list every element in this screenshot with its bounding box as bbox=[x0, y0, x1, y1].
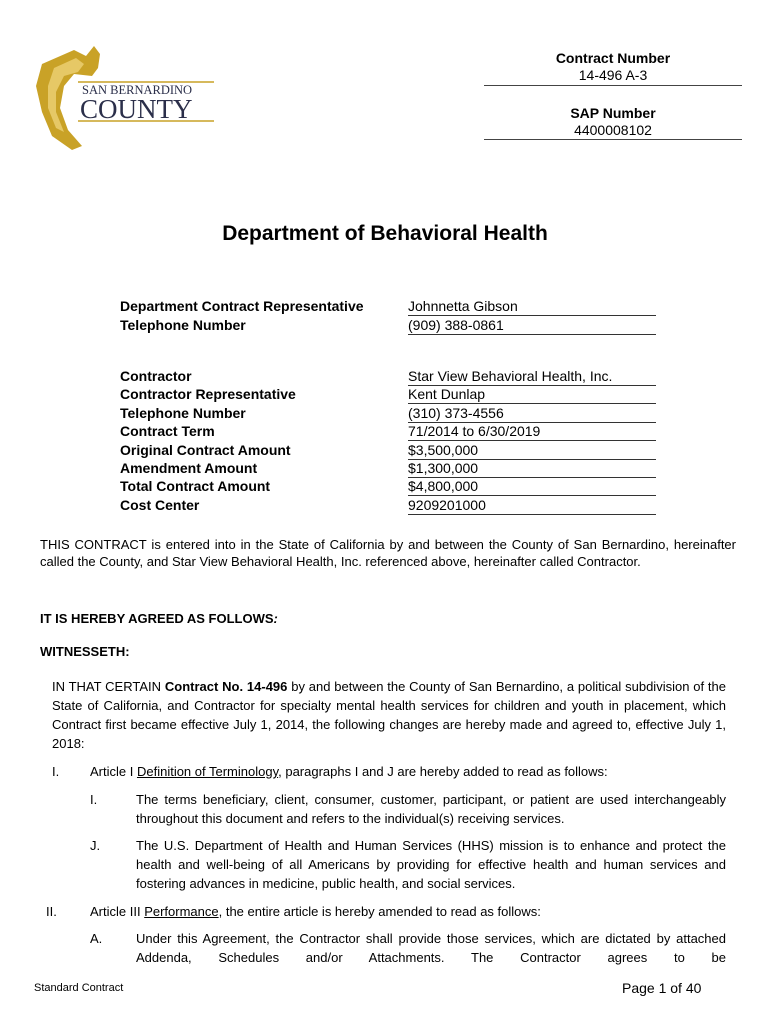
sap-number-block bbox=[484, 105, 742, 139]
cost-center-value: 9209201000 bbox=[408, 497, 656, 515]
item-j-text: The U.S. Department of Health and Human Services (HHS) mission is to enhance and protect the health and well-being of all Americans by providing for effective health and human services and fostering advances in medicine, public health, and social services. bbox=[136, 838, 726, 891]
contractor-tel-label: Telephone Number bbox=[120, 404, 246, 421]
section-1-number: I. bbox=[52, 764, 60, 779]
dept-rep-label: Department Contract Representative bbox=[120, 298, 364, 314]
page-number: Page 1 of 40 bbox=[622, 980, 702, 996]
section-2-number: II. bbox=[46, 904, 57, 919]
intro-paragraph: THIS CONTRACT is entered into in the State of California by and between the County of San Bernardino, hereinafter called the County, and Star View Behavioral Health, Inc. referenced above, hereinafter called Contractor. bbox=[40, 537, 736, 569]
logo-line-1: SAN BERNARDINO bbox=[82, 83, 193, 97]
original-amount-label: Original Contract Amount bbox=[120, 441, 291, 458]
contract-term-label: Contract Term bbox=[120, 423, 215, 440]
document-title: Department of Behavioral Health bbox=[222, 222, 548, 245]
recital-paragraph bbox=[52, 677, 726, 753]
contractor-label: Contractor bbox=[120, 368, 192, 384]
amendment-amount-value: $1,300,000 bbox=[408, 460, 656, 478]
section-2-heading bbox=[90, 903, 541, 920]
section-1-post: , paragraphs I and J are hereby added to read as follows: bbox=[278, 764, 608, 779]
recital-post: by and between the County of San Bernardino, a political subdivision of the State of California, and Contractor for specialty mental health services for children and youth in placement, which Contract first became effective July 1, 2014, the following changes are hereby made and agreed to, effective July 1, 2018: bbox=[52, 679, 727, 751]
section-1-pre: Article I bbox=[90, 764, 137, 779]
san-bernardino-county-logo bbox=[34, 46, 218, 152]
item-i-number: I. bbox=[90, 792, 98, 807]
item-a-number: A. bbox=[90, 931, 103, 946]
sap-number-label: SAP Number bbox=[570, 105, 656, 121]
witnesseth-heading: WITNESSETH: bbox=[40, 644, 130, 659]
section-1-heading bbox=[90, 763, 608, 780]
agreed-heading-text: IT IS HEREBY AGREED AS FOLLOWS bbox=[40, 611, 274, 626]
cost-center-label: Cost Center bbox=[120, 496, 200, 513]
total-amount-label: Total Contract Amount bbox=[120, 478, 271, 495]
contract-number-block bbox=[484, 50, 742, 84]
contract-term-value: 71/2014 to 6/30/2019 bbox=[408, 423, 656, 441]
contract-number-label: Contract Number bbox=[555, 50, 671, 66]
contractor-tel-value: (310) 373-4556 bbox=[408, 405, 656, 423]
contractor-rep-value: Kent Dunlap bbox=[408, 386, 656, 404]
dept-tel-value: (909) 388-0861 bbox=[408, 317, 656, 335]
sap-number-value: 4400008102 bbox=[574, 122, 652, 138]
recital-pre: IN THAT CERTAIN bbox=[52, 679, 165, 694]
agreed-heading-colon: : bbox=[273, 611, 278, 626]
divider bbox=[484, 139, 742, 140]
contractor-rep-label: Contractor Representative bbox=[120, 386, 296, 403]
divider bbox=[484, 85, 742, 86]
section-2-pre: Article III bbox=[90, 904, 145, 919]
agreed-heading bbox=[40, 610, 278, 627]
section-1-underline: Definition of Terminology bbox=[136, 764, 279, 779]
contract-number-value: 14-496 A-3 bbox=[578, 67, 648, 83]
logo-line-2: COUNTY bbox=[80, 94, 193, 124]
section-2-post: , the entire article is hereby amended to read as follows: bbox=[218, 904, 541, 919]
contractor-value: Star View Behavioral Health, Inc. bbox=[408, 368, 656, 386]
total-amount-value: $4,800,000 bbox=[408, 478, 656, 496]
original-amount-value: $3,500,000 bbox=[408, 442, 656, 460]
dept-tel-label: Telephone Number bbox=[120, 317, 246, 333]
item-i-text: The terms beneficiary, client, consumer, customer, participant, or patient are used interchangeably throughout this document and refers to the individual(s) receiving services. bbox=[136, 792, 726, 826]
item-j-number: J. bbox=[90, 838, 101, 853]
item-a-text: Under this Agreement, the Contractor shall provide those services, which are dictated by attached Addenda, Schedules and/or Attachments. The Contractor agrees to be bbox=[136, 931, 726, 965]
recital-contract-no: Contract No. 14-496 bbox=[164, 679, 288, 694]
section-2-underline: Performance bbox=[144, 904, 219, 919]
footer-left: Standard Contract bbox=[34, 982, 124, 994]
dept-rep-value: Johnnetta Gibson bbox=[408, 298, 656, 316]
amendment-amount-label: Amendment Amount bbox=[120, 460, 258, 476]
